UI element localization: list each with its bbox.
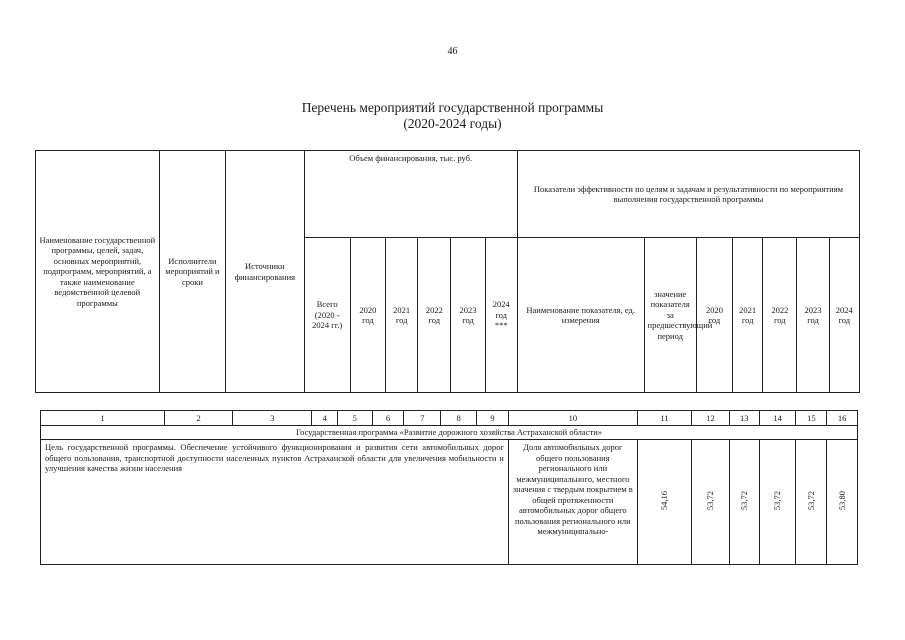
value-text: 53,72 [705,491,716,511]
header-financing-group: Объем финансирования, тыс. руб. [304,151,517,238]
goal-indicator: Доля автомобильных дорог общего пользования регионального или межмуниципального, местного значения с твердым покрытием в общей протяженности автомобильных дорог общего пользования регионального или межмуниципально- [508,440,637,565]
column-number: 6 [372,411,404,426]
header-fin-total: Всего (2020 - 2024 гг.) [304,238,350,393]
header-table [35,150,860,393]
column-number: 10 [508,411,637,426]
value-text: 53,72 [772,491,783,511]
header-ind-year: 2023 год [797,238,829,393]
header-source-cell: Источники финансирования [226,151,304,393]
fin-2024-mark: *** [494,320,508,331]
header-fin-year: 2020 год [350,238,385,393]
column-number: 3 [233,411,312,426]
page-number: 46 [447,46,458,57]
column-number: 7 [404,411,441,426]
header-indicator-name: Наименование показателя, ед. измерения [517,238,644,393]
header-ind-year: 2020 год [696,238,732,393]
program-title-row: Государственная программа «Развитие дорожного хозяйства Астраханской области» [41,426,858,440]
value-text: 53,80 [836,491,847,511]
column-number: 2 [164,411,233,426]
header-fin-year-2024 [485,238,517,393]
indicator-value-prev [637,440,691,565]
value-text: 54,16 [659,491,670,511]
indicator-value [827,440,858,565]
value-text: 53,72 [806,491,817,511]
column-number: 1 [41,411,165,426]
indicator-value [796,440,827,565]
header-indicator-prev: значение показателя за предшествующий период [644,238,696,393]
indicator-value [729,440,759,565]
column-number: 16 [827,411,858,426]
column-number: 15 [796,411,827,426]
header-ind-year: 2024 год [829,238,859,393]
title-line-1: Перечень мероприятий государственной программы [301,100,604,115]
column-number: 12 [692,411,730,426]
column-number: 8 [441,411,477,426]
body-table [40,410,858,565]
header-fin-year: 2022 год [418,238,451,393]
fin-2024-label: 2024 год [492,299,510,320]
header-ind-year: 2022 год [763,238,797,393]
column-number: 14 [759,411,796,426]
column-number: 5 [337,411,372,426]
goal-description: Цель государственной программы. Обеспечение устойчивого функционирования и развития сети автомобильных дорог общего пользования, транспортной доступности населенных пунктов Астраханской области для увеличения мобильности и улучшения качества жизни населения [41,440,509,565]
column-number: 11 [637,411,691,426]
indicator-value [759,440,796,565]
header-fin-year: 2021 год [386,238,418,393]
header-fin-year: 2023 год [451,238,485,393]
column-number: 13 [729,411,759,426]
column-number: 9 [477,411,509,426]
header-ind-year: 2021 год [733,238,763,393]
indicator-value [692,440,730,565]
header-indicators-group: Показатели эффективности по целям и задачам и результативности по мероприятиям выполнения государственной программы [517,151,859,238]
column-number: 4 [312,411,338,426]
title-line-2: (2020-2024 годы) [403,116,502,131]
document-title [0,100,905,132]
header-name-cell: Наименование государственной программы, целей, задач, основных мероприятий, подпрограмм, мероприятий, а также наименование ведомственной целевой программы [36,151,160,393]
header-executor-cell: Исполнители мероприятий и сроки [159,151,225,393]
value-text: 53,72 [739,491,750,511]
